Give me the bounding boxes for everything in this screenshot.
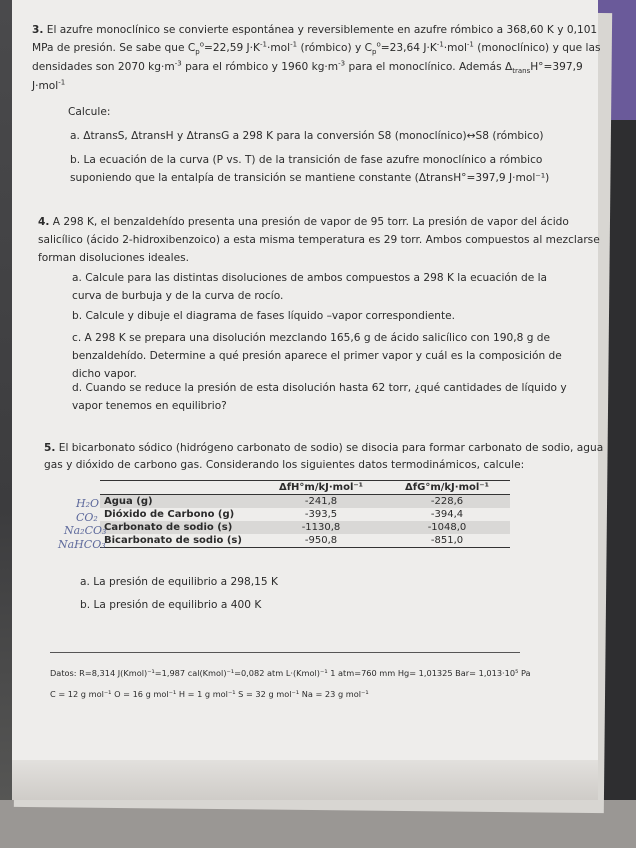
q4-a-line2: curva de burbuja y de la curva de rocío.: [72, 290, 284, 302]
q4-d-line1: d. Cuando se reduce la presión de esta disolución hasta 62 torr, ¿qué cantidades de líquido y: [72, 382, 567, 394]
handwritten-h2o: H₂O: [76, 497, 100, 510]
q4-d-line2: vapor tenemos en equilibrio?: [72, 400, 227, 412]
q3-line2: MPa de presión. Se sabe que $C_p^o=22,59$ $J\cdot K^{-1}\cdot mol^{-1}$ (rómbico) y $C_p^o=23,64$ $J\cdot K^{-1}\cdot mol^{-1}$ (monoclínico) y que las: [32, 40, 601, 57]
q3-calcule: Calcule:: [68, 106, 111, 118]
table-row: Carbonato de sodio (s) -1130,8 -1048,0: [100, 521, 510, 534]
q3-b-line2: suponiendo que la entalpía de transición se mantiene constante (ΔtransH°=397,9 J·mol⁻¹): [70, 172, 550, 184]
datos-line1: Datos: R=8,314 J(Kmol)⁻¹=1,987 cal(Kmol)⁻¹=0,082 atm L·(Kmol)⁻¹ 1 atm=760 mm Hg= 1,01325 Bar= 1,013·10⁵ Pa: [50, 668, 531, 678]
table-row: Dióxido de Carbono (g) -393,5 -394,4: [104, 509, 464, 520]
table-header-row: [100, 481, 510, 495]
q5-number: 5.: [44, 442, 56, 454]
q5-b: b. La presión de equilibrio a 400 K: [80, 599, 262, 611]
q3-line4: J·mol$^{-1}$: [32, 78, 66, 92]
divider-line: [50, 652, 520, 653]
q4-c-line2: benzaldehído. Determine a qué presión aparece el primer vapor y cuál es la composición de: [72, 350, 562, 362]
q4-line2: salicílico (ácido 2-hidroxibenzoico) a esta misma temperatura es 29 torr. Ambos compuestos al mezclarse: [38, 234, 600, 246]
q4-line3: forman disoluciones ideales.: [38, 252, 189, 264]
q4-b: b. Calcule y dibuje el diagrama de fases líquido –vapor correspondiente.: [72, 310, 456, 322]
q4-c-line3: dicho vapor.: [72, 368, 137, 380]
datos-line2: C = 12 g mol⁻¹ O = 16 g mol⁻¹ H = 1 g mol⁻¹ S = 32 g mol⁻¹ Na = 23 g mol⁻¹: [50, 689, 369, 699]
table-row: Agua (g) -241,8 -228,6: [100, 495, 510, 509]
q3-line1: [32, 22, 597, 40]
q4-c-line1: c. A 298 K se prepara una disolución mezclando 165,6 g de ácido salicílico con 190,8 g de: [72, 332, 551, 344]
table-header-empty: [100, 481, 258, 495]
q5-line1: 5. El bicarbonato sódico (hidrógeno carbonato de sodio) se disocia para formar carbonato de sodio, agua: [44, 442, 604, 454]
handwritten-na2co3: Na₂CO₃: [64, 524, 107, 537]
handwritten-nahco3: NaHCO₃: [58, 538, 106, 551]
q3-line3: densidades son 2070 $kg\cdot m^{-3}$ para el rómbico y 1960 $kg\cdot m^{-3}$ para el monoclínico. Además $\Delta_{trans}H^\circ=397,9$: [32, 59, 583, 76]
table-header-gibbs: ΔfG°m/kJ·mol⁻¹: [384, 481, 510, 495]
q4-line1: 4. A 298 K, el benzaldehído presenta una presión de vapor de 95 torr. La presión de vapor del ácido: [38, 216, 569, 228]
q3-b-line1: b. La ecuación de la curva (P vs. T) de la transición de fase azufre monoclínico a rómbico: [70, 154, 543, 166]
q4-a-line1: a. Calcule para las distintas disoluciones de ambos compuestos a 298 K la ecuación de la: [72, 272, 548, 284]
q3-text-1: El azufre monoclínico se convierte espontánea y reversiblemente en azufre rómbico a 368,60 K y 0,101: [46, 24, 598, 36]
q5-line2: gas y dióxido de carbono gas. Considerando los siguientes datos termodinámicos, calcule:: [44, 459, 525, 471]
q5-a: a. La presión de equilibrio a 298,15 K: [80, 576, 278, 588]
sheet-edge: [12, 760, 598, 800]
handwritten-co2: CO₂: [76, 511, 98, 524]
q3-a: a. ΔtransS, ΔtransH y ΔtransG a 298 K para la conversión S8 (monoclínico)↔S8 (rómbico): [70, 130, 544, 142]
q4-number: 4.: [38, 216, 50, 228]
table-header-enthalpy: ΔfH°m/kJ·mol⁻¹: [258, 481, 384, 495]
thermo-data-table: [100, 480, 510, 548]
q3-number: 3.: [32, 24, 44, 36]
table-row: Bicarbonato de sodio (s) -950,8 -851,0: [100, 534, 510, 548]
